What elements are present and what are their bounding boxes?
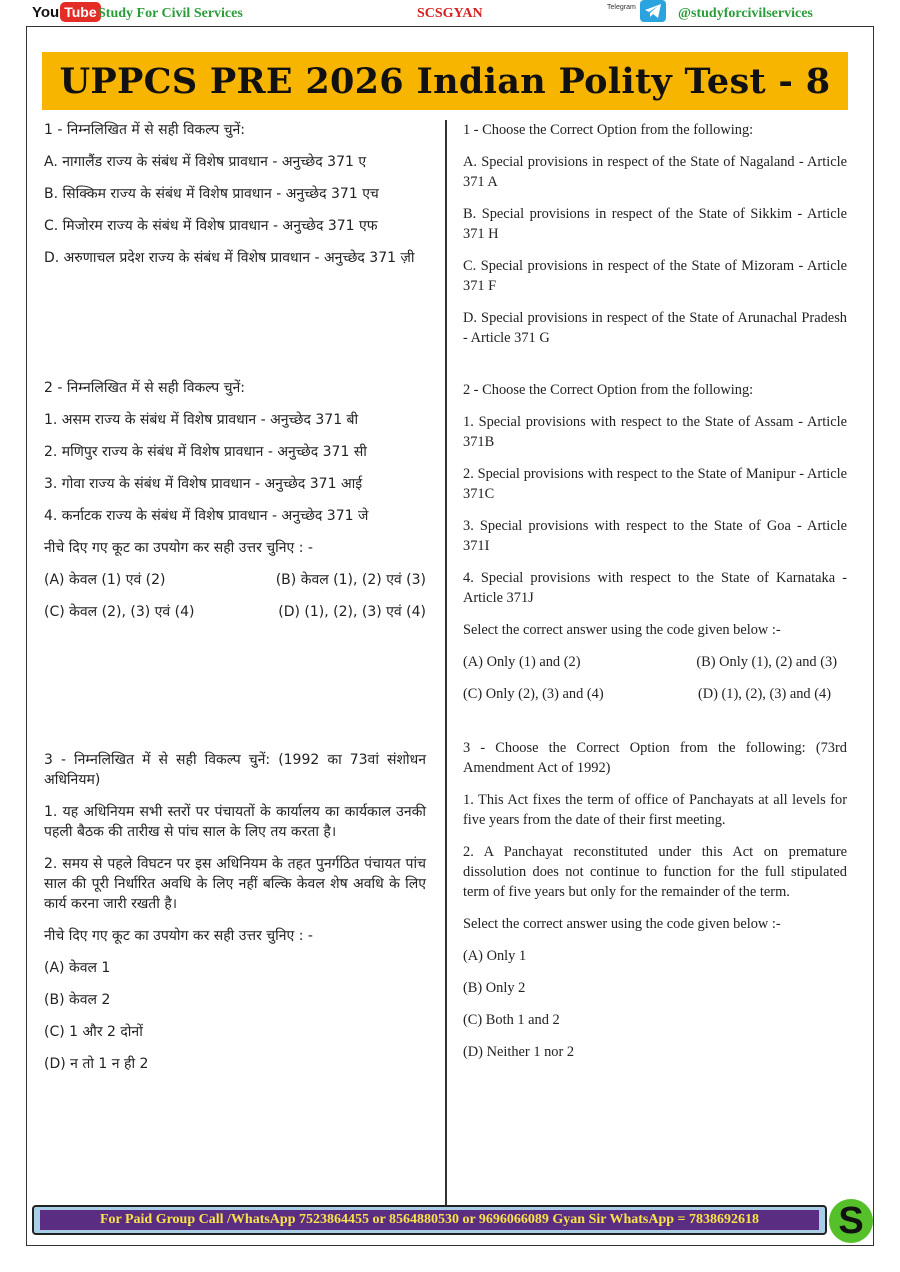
question-stem: 3 - Choose the Correct Option from the following: (73rd Amendment Act of 1992) [463, 740, 847, 776]
statement-2: 2. समय से पहले विघटन पर इस अधिनियम के तहत पुनर्गठित पंचायत पांच साल की पूरी निर्धारित अवधि के लिए नहीं बल्कि केवल शेष अवधि के लिए कार्य करना जारी रखती है। [44, 856, 426, 912]
code-instruction: Select the correct answer using the code given below :- [463, 622, 781, 638]
option-b: (B) केवल 2 [44, 992, 111, 1008]
column-divider [445, 120, 447, 1205]
option-a: (A) Only 1 [463, 948, 527, 964]
option-a: A. Special provisions in respect of the State of Nagaland - Article 371 A [463, 154, 847, 190]
option-c: (C) 1 और 2 दोनों [44, 1024, 143, 1040]
footer-contact-bar [32, 1205, 827, 1235]
option-c: C. Special provisions in respect of the State of Mizoram - Article 371 F [463, 258, 847, 294]
telegram-label: Telegram [607, 4, 636, 11]
question-stem: 1 - Choose the Correct Option from the following: [463, 122, 754, 138]
title-banner [42, 52, 848, 110]
english-question-2 [463, 380, 847, 716]
options-row-2 [44, 602, 426, 622]
english-question-3 [463, 738, 847, 1074]
option-c: (C) Only (2), (3) and (4) [463, 686, 604, 702]
hindi-question-3 [44, 750, 426, 1086]
statement-2: 2. A Panchayat reconstituted under this Act on premature dissolution does not continue to function for the full stipulated term of five years but only for the remainder of the term. [463, 844, 847, 900]
telegram-handle[interactable]: @studyforcivilservices [678, 6, 813, 21]
code-instruction: Select the correct answer using the code given below :- [463, 916, 781, 932]
channel-name: Study For Civil Services [98, 6, 243, 21]
english-question-1 [463, 120, 847, 360]
statement-1: 1. This Act fixes the term of office of Panchayats at all levels for five years from the date of their first meeting. [463, 792, 847, 828]
option-d: D. Special provisions in respect of the State of Arunachal Pradesh - Article 371 G [463, 310, 847, 346]
option-b: (B) Only 2 [463, 980, 526, 996]
page-header [0, 0, 900, 26]
options-row-1 [463, 652, 847, 672]
statement-1: 1. असम राज्य के संबंध में विशेष प्रावधान - अनुच्छेद 371 बी [44, 412, 359, 428]
youtube-logo-icon[interactable] [32, 2, 101, 22]
youtube-logo-box: Tube [60, 2, 100, 22]
brand-name: SCSGYAN [417, 6, 483, 21]
statement-2: 2. मणिपुर राज्य के संबंध में विशेष प्रावधान - अनुच्छेद 371 सी [44, 444, 367, 460]
option-b: (B) केवल (1), (2) एवं (3) [275, 572, 426, 588]
code-instruction: नीचे दिए गए कूट का उपयोग कर सही उत्तर चुनिए : - [44, 540, 313, 556]
option-c: (C) केवल (2), (3) एवं (4) [44, 604, 195, 620]
footer-inner [40, 1210, 819, 1230]
option-a: (A) केवल 1 [44, 960, 111, 976]
option-c: C. मिजोरम राज्य के संबंध में विशेष प्रावधान - अनुच्छेद 371 एफ [44, 218, 378, 234]
scsgyan-logo-icon [829, 1199, 873, 1243]
youtube-logo-text: You [32, 3, 60, 21]
option-b: B. सिक्किम राज्य के संबंध में विशेष प्रावधान - अनुच्छेद 371 एच [44, 186, 379, 202]
statement-1: 1. Special provisions with respect to the State of Assam - Article 371B [463, 414, 847, 450]
hindi-question-2 [44, 378, 426, 634]
page-title: UPPCS PRE 2026 Indian Polity Test - 8 [59, 60, 831, 102]
statement-1: 1. यह अधिनियम सभी स्तरों पर पंचायतों के कार्यालय का कार्यकाल उनकी पहली बैठक की तारीख से पांच साल के लिए तय करता है। [44, 804, 426, 840]
options-row-1 [44, 570, 426, 590]
option-a: (A) Only (1) and (2) [463, 654, 581, 670]
question-stem: 3 - निम्नलिखित में से सही विकल्प चुनें: (1992 का 73वां संशोधन अधिनियम) [44, 752, 426, 788]
options-row-2 [463, 684, 847, 704]
statement-3: 3. Special provisions with respect to the State of Goa - Article 371I [463, 518, 847, 554]
question-stem: 2 - Choose the Correct Option from the following: [463, 382, 754, 398]
question-stem: 1 - निम्नलिखित में से सही विकल्प चुनें: [44, 122, 246, 138]
option-d: (D) (1), (2), (3) एवं (4) [278, 604, 426, 620]
statement-4: 4. कर्नाटक राज्य के संबंध में विशेष प्रावधान - अनुच्छेद 371 जे [44, 508, 369, 524]
option-a: A. नागालैंड राज्य के संबंध में विशेष प्रावधान - अनुच्छेद 371 ए [44, 154, 367, 170]
option-a: (A) केवल (1) एवं (2) [44, 572, 166, 588]
footer-contact-text: For Paid Group Call /WhatsApp 7523864455 or 8564880530 or 9696066089 Gyan Sir WhatsApp = 7838692618 [99, 1212, 760, 1227]
logo-letter: S [838, 1200, 864, 1242]
option-b: B. Special provisions in respect of the State of Sikkim - Article 371 H [463, 206, 847, 242]
statement-4: 4. Special provisions with respect to the State of Karnataka - Article 371J [463, 570, 847, 606]
telegram-icon[interactable] [640, 0, 666, 22]
option-d: (D) (1), (2), (3) and (4) [697, 686, 831, 702]
question-stem: 2 - निम्नलिखित में से सही विकल्प चुनें: [44, 380, 246, 396]
statement-3: 3. गोवा राज्य के संबंध में विशेष प्रावधान - अनुच्छेद 371 आई [44, 476, 363, 492]
code-instruction: नीचे दिए गए कूट का उपयोग कर सही उत्तर चुनिए : - [44, 928, 313, 944]
option-d: D. अरुणाचल प्रदेश राज्य के संबंध में विशेष प्रावधान - अनुच्छेद 371 ज़ी [44, 250, 415, 266]
option-b: (B) Only (1), (2) and (3) [696, 654, 837, 670]
option-d: (D) Neither 1 nor 2 [463, 1044, 575, 1060]
hindi-question-1 [44, 120, 426, 280]
option-c: (C) Both 1 and 2 [463, 1012, 560, 1028]
statement-2: 2. Special provisions with respect to the State of Manipur - Article 371C [463, 466, 847, 502]
option-d: (D) न तो 1 न ही 2 [44, 1056, 149, 1072]
